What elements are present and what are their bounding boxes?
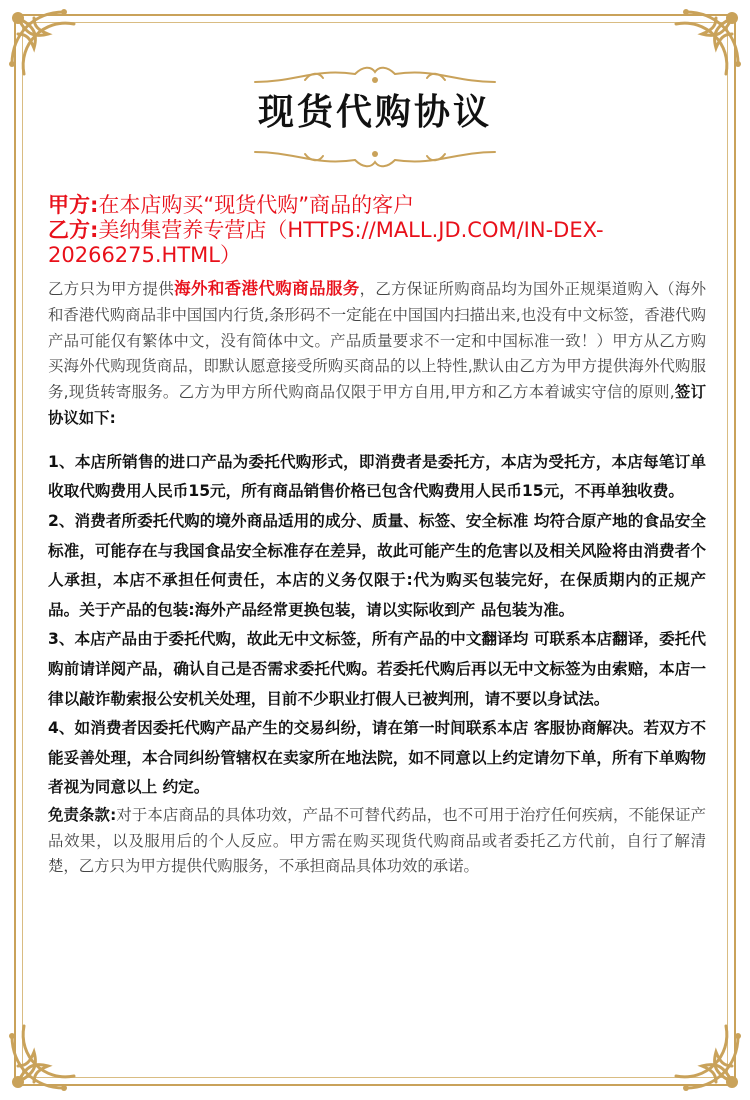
intro-paragraph — [48, 276, 706, 432]
page-title: 现货代购协议 — [257, 92, 492, 133]
intro-highlight: 海外和香港代购商品服务 — [174, 279, 360, 298]
disclaimer-text: 对于本店商品的具体功效，产品不可替代药品，也不可用于治疗任何疾病，不能保证产品效果，以及服用后的个人反应。甲方需在购买现货代购商品或者委托乙方代前，自行了解清楚，乙方只为甲方提供代购服务，不承担商品具体功效的承诺。 — [48, 805, 706, 876]
clause-2: 2、消费者所委托代购的境外商品适用的成分、质量、标签、安全标准 均符合原产地的食品安全标准，可能存在与我国食品安全标准存在差异，故此可能产生的危害以及相关风险将由消费者个人承担，本店不承担任何责任，本店的义务仅限于:代为购买包装完好，在保质期内的正规产品。关于产品的包装:海外产品经常更换包装，请以实际收到产 品包装为准。 — [48, 511, 706, 619]
intro-part2: ，乙方保证所购商品均为国外正规渠道购入（海外和香港代购商品非中国国内行货,条形码不一定能在中国国内扫描出来,也没有中文标签，香港代购产品可能仅有繁体中文，没有简体中文。产品质量要求不一定和中国标准一致！）甲方从乙方购买海外代购现货商品，即默认愿意接受所购买商品的以上特性,默认由乙方为甲方提供海外代购服务,现货转寄服务。乙方为甲方所代购商品仅限于甲方自用,甲方和乙方本着诚实守信的原则, — [48, 280, 706, 402]
clause-3: 3、本店产品由于委托代购，故此无中文标签，所有产品的中文翻译均 可联系本店翻译，委托代购前请详阅产品，确认自己是否需求委托代购。若委托代购后再以无中文标签为由索赔，本店一律以敲诈勒索报公安机关处理，目前不少职业打假人已被判刑，请不要以身试法。 — [48, 630, 706, 708]
corner-ornament-icon — [4, 1010, 90, 1096]
clause-list — [48, 448, 706, 803]
party-b-text: 美纳集营养专营店（HTTPS://MALL.JD.COM/IN-DEX-20266275.HTML） — [48, 218, 604, 267]
corner-ornament-icon — [660, 4, 746, 90]
parties — [48, 193, 708, 268]
party-a — [48, 193, 708, 218]
agreement-body — [48, 276, 706, 880]
clause-4: 4、如消费者因委托代购产品产生的交易纠纷，请在第一时间联系本店 客服协商解决。若双方不能妥善处理，本合同纠纷管辖权在卖家所在地法院，如不同意以上约定请勿下单，所有下单购物者视为同意以上 约定。 — [48, 719, 706, 797]
intro-part1: 乙方只为甲方提供 — [48, 280, 175, 298]
clause-1: 1、本店所销售的进口产品为委托代购形式，即消费者是委托方，本店为受托方，本店每笔订单收取代购费用人民币15元，所有商品销售价格已包含代购费用人民币15元，不再单独收费。 — [48, 452, 706, 501]
intro-bold-end: 签订协议如下: — [48, 383, 706, 427]
corner-ornament-icon — [660, 1010, 746, 1096]
title-ornament-icon — [245, 146, 505, 172]
corner-ornament-icon — [4, 4, 90, 90]
disclaimer — [48, 803, 706, 880]
title-ornament-icon — [245, 62, 505, 88]
party-a-label: 甲方: — [48, 193, 99, 217]
party-a-text: 在本店购买“现货代购”商品的客户 — [98, 193, 415, 217]
party-b-label: 乙方: — [48, 218, 99, 242]
party-b — [48, 218, 708, 268]
disclaimer-label: 免责条款: — [48, 805, 117, 824]
